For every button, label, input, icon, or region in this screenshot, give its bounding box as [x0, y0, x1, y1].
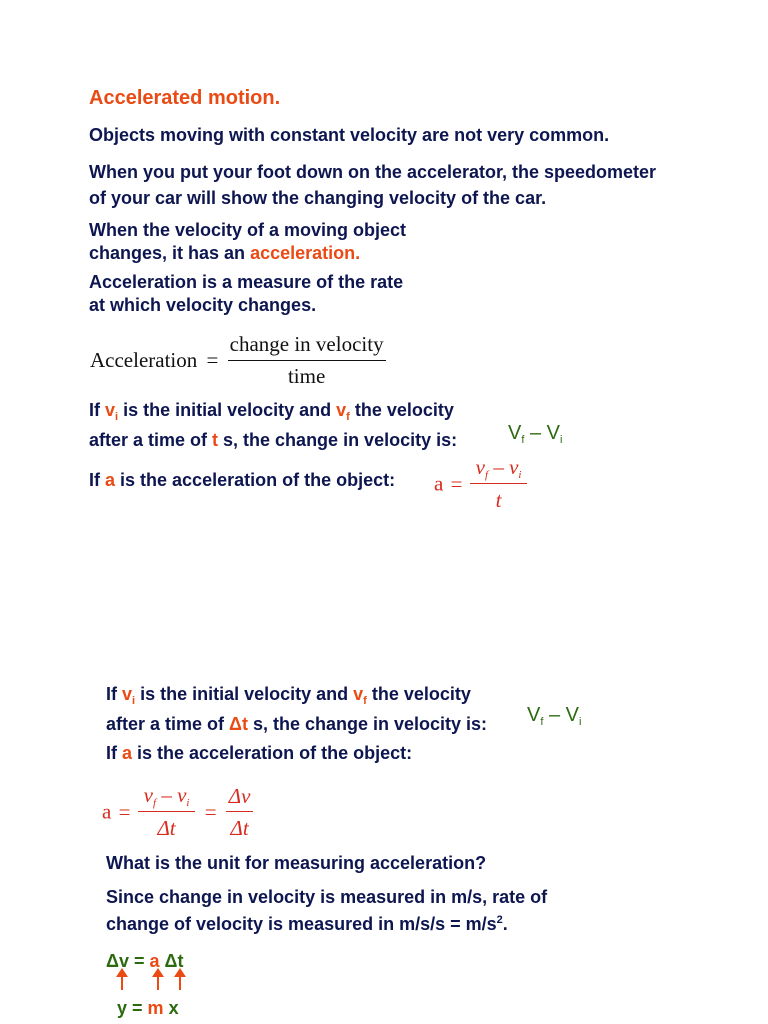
section2-line-2: after a time of Δt s, the change in velocity is:: [106, 714, 488, 734]
formula-fraction: [228, 332, 386, 389]
section1-line-2: after a time of t s, the change in velocity is:: [89, 430, 458, 450]
accelerator-line-1: When you put your foot down on the accelerator, the speedometer: [89, 162, 657, 182]
rate-line-2: at which velocity changes.: [89, 295, 317, 315]
section2-change-expression: $V_f - V_i$: [527, 704, 582, 728]
paragraph-constant-velocity: Objects moving with constant velocity are not very common.: [89, 125, 610, 145]
formula-lhs: Acceleration: [90, 348, 198, 372]
section1-velocity-text: [89, 399, 457, 452]
arrow-up-icon: [179, 976, 181, 990]
relation-linear-equation: y = m x: [117, 998, 179, 1018]
section2-a-symbol: a: [122, 743, 133, 763]
arrow-up-icon: [121, 976, 123, 990]
unit-answer-line-2: change of velocity is measured in $m/s/s = m/s^2$.: [106, 914, 508, 934]
section2-equation-fraction-2: $\frac{\Delta v}{\Delta t}$: [226, 784, 254, 841]
page-title: Accelerated motion.: [89, 87, 281, 109]
section2-velocity-text: [106, 683, 487, 736]
acceleration-word-formula: [90, 332, 386, 389]
arrow-up-icon: [157, 976, 159, 990]
velocity-changes-line-1: When the velocity of a moving object: [89, 220, 407, 240]
rate-line-1: Acceleration is a measure of the rate: [89, 272, 404, 292]
section1-equation-fraction: $\frac{v_f - v_i}{t}$: [470, 455, 528, 513]
paragraph-accelerator: [89, 161, 656, 210]
section2-acceleration-text: If a is the acceleration of the object:: [106, 743, 413, 763]
paragraph-rate-definition: [89, 271, 403, 317]
unit-answer: [106, 886, 547, 936]
acceleration-term: acceleration.: [250, 243, 361, 263]
section2-equation-fraction-1: $\frac{v_f - v_i}{\Delta t}$: [138, 783, 196, 841]
section1-acceleration-equation: a = $\frac{v_f - v_i}{t}$: [434, 455, 527, 513]
formula-equals: =: [206, 348, 219, 372]
paragraph-velocity-changes: [89, 219, 406, 265]
section1-change-expression: $V_f - V_i$: [508, 422, 563, 446]
formula-denominator: time: [287, 364, 326, 388]
section1-a-symbol: a: [105, 470, 116, 490]
accelerator-line-2: of your car will show the changing velocity of the car.: [89, 188, 547, 208]
unit-answer-line-1: Since change in velocity is measured in m/s, rate of: [106, 887, 548, 907]
relation-top-equation: Δv = a Δt: [106, 951, 184, 971]
section2-acceleration-equation: a = $\frac{v_f - v_i}{\Delta t}$ = $\frac{\Delta v}{\Delta t}$: [102, 783, 253, 841]
velocity-changes-line-2: changes, it has an acceleration.: [89, 243, 361, 263]
formula-numerator: change in velocity: [228, 332, 386, 361]
unit-question: What is the unit for measuring acceleration?: [106, 853, 487, 873]
section1-line-1: If $v_i$ is the initial velocity and $v_f$ the velocity: [89, 400, 454, 423]
section2-line-1: If $v_i$ is the initial velocity and $v_f$ the velocity: [106, 684, 471, 707]
section1-acceleration-text: If a is the acceleration of the object:: [89, 470, 396, 490]
